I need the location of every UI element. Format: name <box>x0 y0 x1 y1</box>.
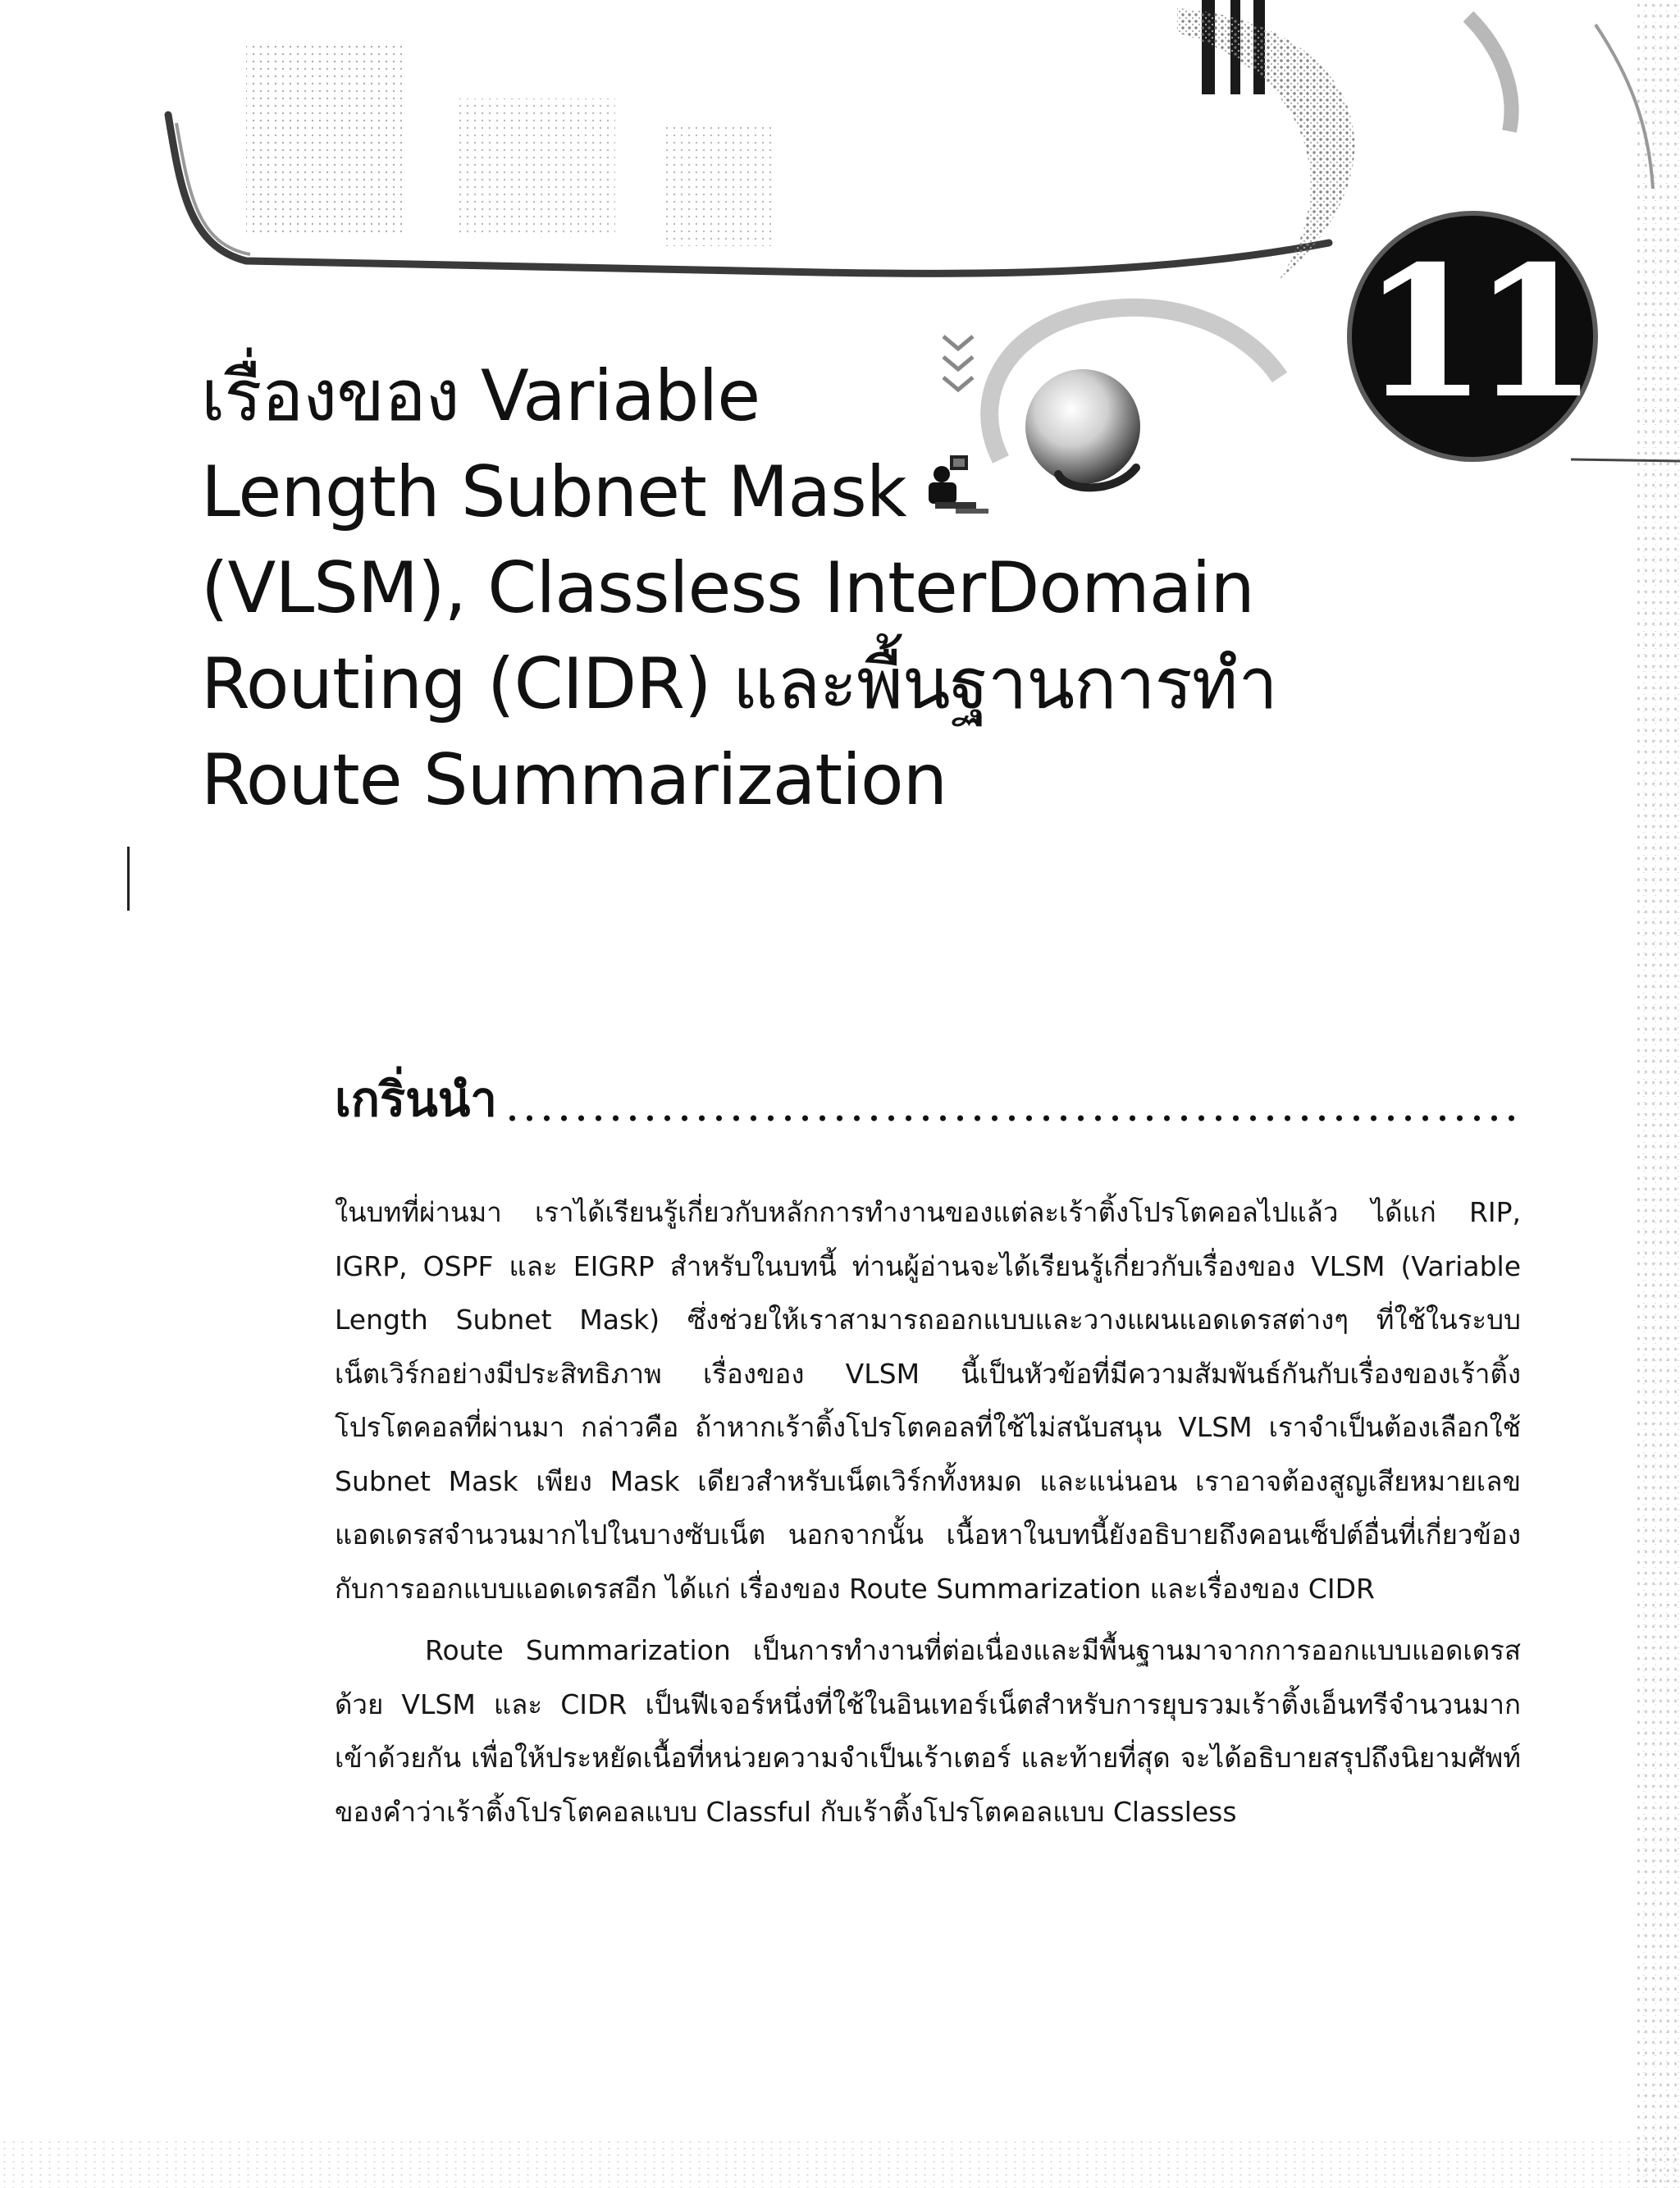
badge-side-line <box>1571 459 1680 461</box>
chapter-title <box>201 349 1284 829</box>
title-line-2: Length Subnet Mask <box>201 451 906 533</box>
halftone-block-3 <box>664 123 771 246</box>
paragraph-2: Route Summarization เป็นการทำงานที่ต่อเนื่องและมีพื้นฐานมาจากการออกแบบแอดเดรสด้วย VLSM และ CIDR เป็นฟีเจอร์หนึ่งที่ใช้ในอินเทอร์เน็ตสำหรับการยุบรวมเร้าติ้งเอ็นทรีจำนวนมากเข้าด้วยกัน เพื่อให้ประหยัดเนื้อที่หน่วยความจำเป็นเร้าเตอร์ และท้ายที่สุด จะได้อธิบายสรุปถึงนิยามศัพท์ของคำว่าเร้าติ้งโปรโตคอลแบบ Classful กับเร้าติ้งโปรโตคอลแบบ Classless <box>335 1634 1521 1828</box>
scan-noise-bottom <box>0 2139 1680 2188</box>
section-heading-row <box>335 1071 1521 1128</box>
title-line-4: Routing (CIDR) และพื้นฐานการทำ <box>201 643 1277 725</box>
title-line-1: เรื่องของ Variable <box>201 355 760 437</box>
margin-rule <box>127 847 130 911</box>
title-line-3: (VLSM), Classless InterDomain <box>201 547 1254 629</box>
dotted-leader <box>504 1113 1521 1123</box>
chapter-number: 11 <box>1361 226 1584 438</box>
halftone-block-1 <box>246 45 402 234</box>
body-text <box>335 1185 1521 1847</box>
halftone-block-2 <box>459 98 615 238</box>
paragraph-1: ในบทที่ผ่านมา เราได้เรียนรู้เกี่ยวกับหลักการทำงานของแต่ละเร้าติ้งโปรโตคอลไปแล้ว ได้แก่ RIP, IGRP, OSPF และ EIGRP สำหรับในบทนี้ ท่านผู้อ่านจะได้เรียนรู้เกี่ยวกับเรื่องของ VLSM (Variable Length Subnet Mask) ซึ่งช่วยให้เราสามารถออกแบบและวางแผนแอดเดรสต่างๆ ที่ใช้ในระบบเน็ตเวิร์กอย่างมีประสิทธิภาพ เรื่องของ VLSM นี้เป็นหัวข้อที่มีความสัมพันธ์กันกับเรื่องของเร้าติ้งโปรโตคอลที่ผ่านมา กล่าวคือ ถ้าหากเร้าติ้งโปรโตคอลที่ใช้ไม่สนับสนุน VLSM เราจำเป็นต้องเลือกใช้ Subnet Mask เพียง Mask เดียวสำหรับเน็ตเวิร์กทั้งหมด และแน่นอน เราอาจต้องสูญเสียหมายเลขแอดเดรสจำนวนมากไปในบางซับเน็ต นอกจากนั้น เนื้อหาในบทนี้ยังอธิบายถึงคอนเซ็ปต์อื่นที่เกี่ยวข้องกับการออกแบบแอดเดรสอีก ได้แก่ เรื่องของ Route Summarization และเรื่องของ CIDR <box>335 1196 1521 1605</box>
section-heading: เกริ่นนำ <box>335 1071 497 1127</box>
title-line-5: Route Summarization <box>201 739 947 821</box>
